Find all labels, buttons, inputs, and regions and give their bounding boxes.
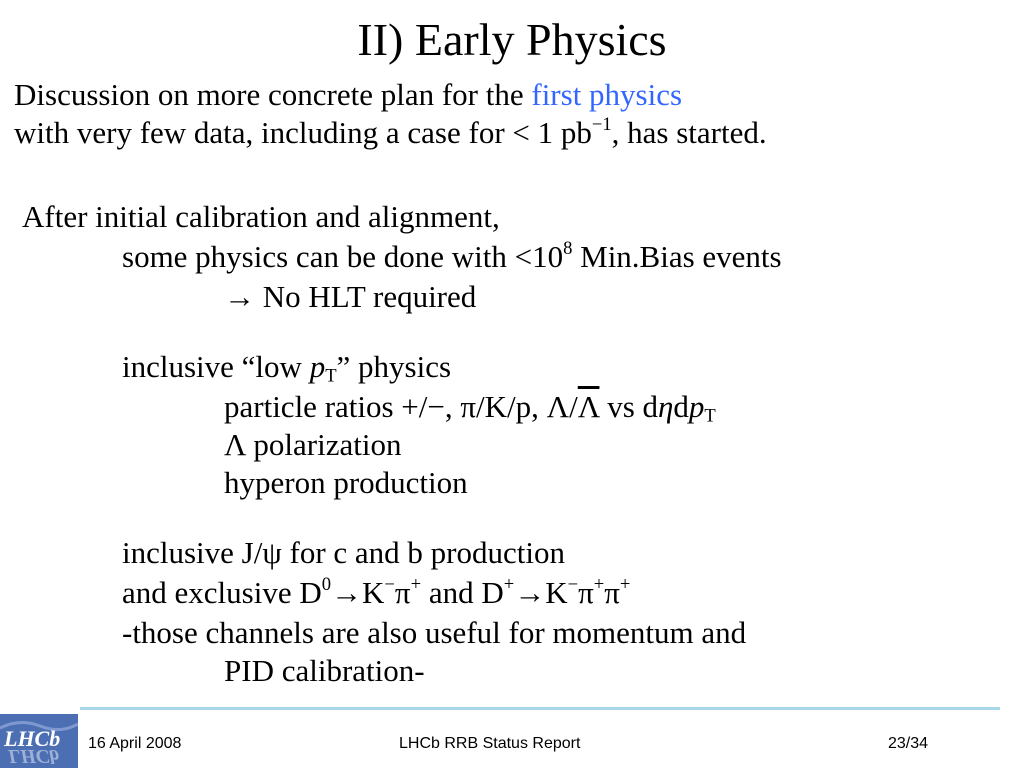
jpsi-line-2: and exclusive $D^0\to K^-\pi^+$ and D+→K−π+π+ xyxy=(122,573,631,610)
footer-divider xyxy=(80,707,1000,710)
lhcb-logo xyxy=(0,714,78,768)
slide-title: II) Early Physics xyxy=(357,14,667,65)
intro-line-1: Discussion on more concrete plan for the first physics xyxy=(14,77,683,112)
calibration-line-1: After initial calibration and alignment, xyxy=(22,199,500,234)
first-physics-highlight: first physics xyxy=(531,77,683,112)
lowpt-line-3: Λ polarization xyxy=(224,427,402,462)
jpsi-line-4: PID calibration- xyxy=(224,653,425,688)
lowpt-line-2: particle ratios +/−, π/K/p, $\Lambda/\overline{\Lambda}$ vs dηdp$_T$ xyxy=(224,389,716,427)
lowpt-line-4: hyperon production xyxy=(224,465,468,500)
jpsi-line-1: inclusive J/ψ for c and b production xyxy=(122,535,565,570)
jpsi-line-3: -those channels are also useful for momentum and xyxy=(122,615,747,650)
lhcb-logo-icon xyxy=(0,714,78,768)
lowpt-line-1: inclusive “low $p_T$” physics xyxy=(122,349,452,387)
svg-text:LHCb: LHCb xyxy=(8,745,60,767)
footer-date: 16 April 2008 xyxy=(88,735,182,752)
lambda-bar: $\overline{\Lambda}$ xyxy=(577,389,600,424)
footer-page-number: 23/34 xyxy=(888,735,929,752)
calibration-line-3: → No HLT required xyxy=(224,279,477,314)
intro-line-2: with very few data, including a case for < 1 $pb^{-1}$, has started. xyxy=(14,113,767,150)
footer-title: LHCb RRB Status Report xyxy=(399,735,581,752)
lhcb-logo-text: LHCb xyxy=(4,726,61,751)
calibration-line-2: some physics can be done with $<10^8$ Min.Bias events xyxy=(122,237,782,274)
